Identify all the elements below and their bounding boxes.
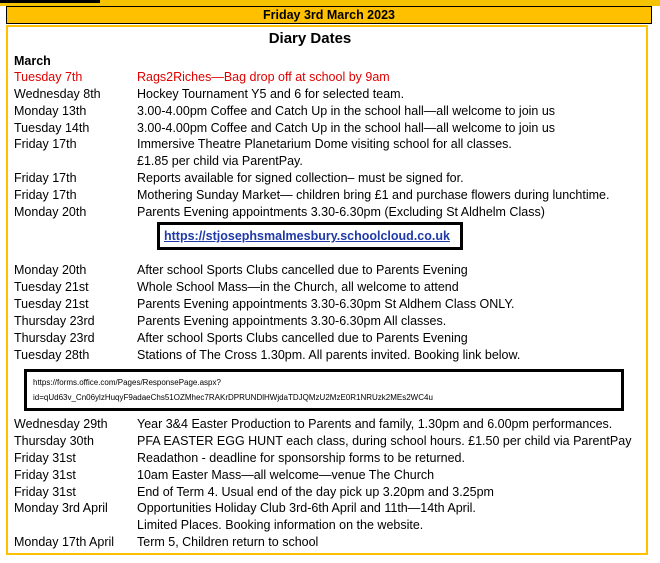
diary-day: Wednesday 8th (14, 87, 101, 101)
diary-day: Monday 3rd April (14, 501, 108, 515)
diary-day: Monday 13th (14, 104, 87, 118)
top-accent-black (0, 0, 100, 3)
diary-desc: Opportunities Holiday Club 3rd-6th April and 11th—14th April. (137, 501, 476, 515)
diary-desc: Reports available for signed collection– must be signed for. (137, 171, 464, 185)
diary-desc: Rags2Riches—Bag drop off at school by 9am (137, 70, 390, 84)
diary-desc: Term 5, Children return to school (137, 535, 319, 549)
diary-desc: Parents Evening appointments 3.30-6.30pm All classes. (137, 314, 447, 328)
forms-link-box[interactable] (24, 369, 624, 411)
diary-day: Tuesday 21st (14, 297, 89, 311)
diary-day: Friday 17th (14, 188, 77, 202)
schoolcloud-link-box (157, 222, 463, 250)
forms-link-line-2[interactable]: id=qUd63v_Cn06ylzHuqyF9adaeChs51OZMhec7RAKrDPRUNDlHWjdaTDJQMzU2MzE0R1NRUzk2MEs2WC4u (33, 393, 433, 402)
diary-day: Thursday 30th (14, 434, 94, 448)
diary-desc: PFA EASTER EGG HUNT each class, during school hours. £1.50 per child via ParentPay (137, 434, 632, 448)
month-heading: March (14, 54, 51, 68)
diary-day: Friday 31st (14, 451, 76, 465)
diary-desc: Mothering Sunday Market— children bring £1 and purchase flowers during lunchtime. (137, 188, 610, 202)
page-title: Diary Dates (268, 30, 352, 47)
diary-day: Tuesday 21st (14, 280, 89, 294)
diary-desc: £1.85 per child via ParentPay. (137, 154, 303, 168)
diary-desc: Whole School Mass—in the Church, all welcome to attend (137, 280, 459, 294)
diary-day: Tuesday 28th (14, 348, 90, 362)
forms-link-line-1[interactable]: https://forms.office.com/Pages/ResponsePage.aspx? (33, 378, 221, 387)
diary-desc: 3.00-4.00pm Coffee and Catch Up in the school hall—all welcome to join us (137, 104, 556, 118)
diary-desc: Stations of The Cross 1.30pm. All parents invited. Booking link below. (137, 348, 521, 362)
diary-desc: 10am Easter Mass—all welcome—venue The Church (137, 468, 435, 482)
diary-desc: Readathon - deadline for sponsorship forms to be returned. (137, 451, 465, 465)
diary-day: Friday 17th (14, 137, 77, 151)
diary-desc: 3.00-4.00pm Coffee and Catch Up in the school hall—all welcome to join us (137, 121, 556, 135)
diary-day: Wednesday 29th (14, 417, 108, 431)
diary-desc: End of Term 4. Usual end of the day pick up 3.20pm and 3.25pm (137, 485, 494, 499)
diary-day: Monday 20th (14, 205, 87, 219)
diary-day: Friday 17th (14, 171, 77, 185)
diary-day: Tuesday 14th (14, 121, 90, 135)
diary-desc: After school Sports Clubs cancelled due to Parents Evening (137, 263, 468, 277)
diary-desc: Limited Places. Booking information on the website. (137, 518, 424, 532)
diary-desc: Hockey Tournament Y5 and 6 for selected team. (137, 87, 405, 101)
diary-day: Friday 31st (14, 468, 76, 482)
diary-desc: Year 3&4 Easter Production to Parents and family, 1.30pm and 6.00pm performances. (137, 417, 613, 431)
diary-day: Tuesday 7th (14, 70, 83, 84)
diary-desc: Parents Evening appointments 3.30-6.30pm St Aldhem Class ONLY. (137, 297, 515, 311)
date-banner: Friday 3rd March 2023 (6, 6, 652, 24)
diary-day: Thursday 23rd (14, 331, 95, 345)
diary-day: Friday 31st (14, 485, 76, 499)
diary-day: Monday 20th (14, 263, 87, 277)
diary-desc: Parents Evening appointments 3.30-6.30pm (Excluding St Aldhelm Class) (137, 205, 545, 219)
diary-desc: After school Sports Clubs cancelled due to Parents Evening (137, 331, 468, 345)
diary-desc: Immersive Theatre Planetarium Dome visiting school for all classes. (137, 137, 512, 151)
diary-day: Thursday 23rd (14, 314, 95, 328)
diary-day: Monday 17th April (14, 535, 115, 549)
schoolcloud-link[interactable]: https://stjosephsmalmesbury.schoolcloud.co.uk (164, 229, 450, 243)
